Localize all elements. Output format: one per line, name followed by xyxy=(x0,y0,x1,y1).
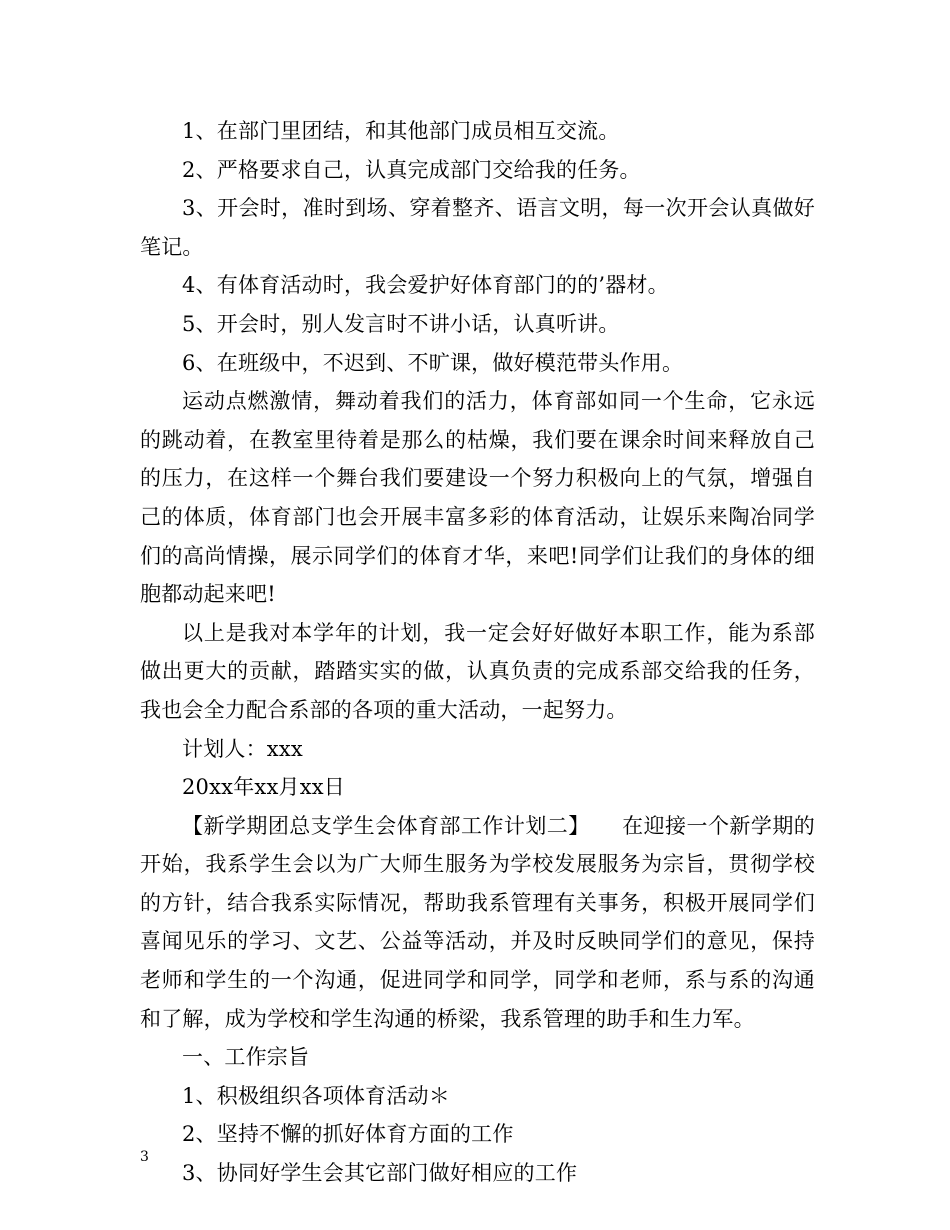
planner-signature: 计划人：xxx xyxy=(182,736,303,761)
list-item-goal-1: 1、积极组织各项体育活动＊ xyxy=(182,1083,450,1108)
body-paragraph-plan-two: 【新学期团总支学生会体育部工作计划二】 在迎接一个新学期的开始，我系学生会以为广大师生服务为学校发展服务为宗旨，贯彻学校的方针，结合我系实际情况，帮助我系管理有关事务，积极开展同学们喜闻见乐的学习、文艺、公益等活动，并及时反映同学们的意见，保持老师和学生的一个沟通，促进同学和同学，同学和老师，系与系的沟通和了解，成为学校和学生沟通的桥梁，我系管理的助手和生力军。 xyxy=(140,813,815,1031)
plan-date: 20xx年xx月xx日 xyxy=(182,775,345,800)
document-body xyxy=(140,112,815,1193)
list-item-6: 6、在班级中，不迟到、不旷课，做好模范带头作用。 xyxy=(182,350,684,375)
list-item-4: 4、有体育活动时，我会爱护好体育部门的的’器材。 xyxy=(182,273,669,298)
page-number: 3 xyxy=(140,1149,149,1165)
list-item-5: 5、开会时，别人发言时不讲小话，认真听讲。 xyxy=(182,311,620,336)
body-paragraph-sports: 运动点燃激情，舞动着我们的活力，体育部如同一个生命，它永远的跳动着，在教室里待着是那么的枯燥，我们要在课余时间来释放自己的压力，在这样一个舞台我们要建设一个努力积极向上的气氛，增强自己的体质，体育部门也会开展丰富多彩的体育活动，让娱乐来陶冶同学们的高尚情操，展示同学们的体育才华，来吧!同学们让我们的身体的细胞都动起来吧! xyxy=(140,389,815,607)
list-item-goal-2: 2、坚持不懈的抓好体育方面的工作 xyxy=(182,1122,514,1147)
list-item-3: 3、开会时，准时到场、穿着整齐、语言文明，每一次开会认真做好笔记。 xyxy=(140,196,815,259)
list-item-2: 2、严格要求自己，认真完成部门交给我的任务。 xyxy=(182,157,641,182)
body-paragraph-summary: 以上是我对本学年的计划，我一定会好好做好本职工作，能为系部做出更大的贡献，踏踏实实的做，认真负责的完成系部交给我的任务，我也会全力配合系部的各项的重大活动，一起努力。 xyxy=(140,620,815,722)
section-heading: 一、工作宗旨 xyxy=(182,1045,310,1070)
list-item-goal-3: 3、协同好学生会其它部门做好相应的工作 xyxy=(182,1161,578,1186)
list-item-1: 1、在部门里团结，和其他部门成员相互交流。 xyxy=(182,119,620,143)
